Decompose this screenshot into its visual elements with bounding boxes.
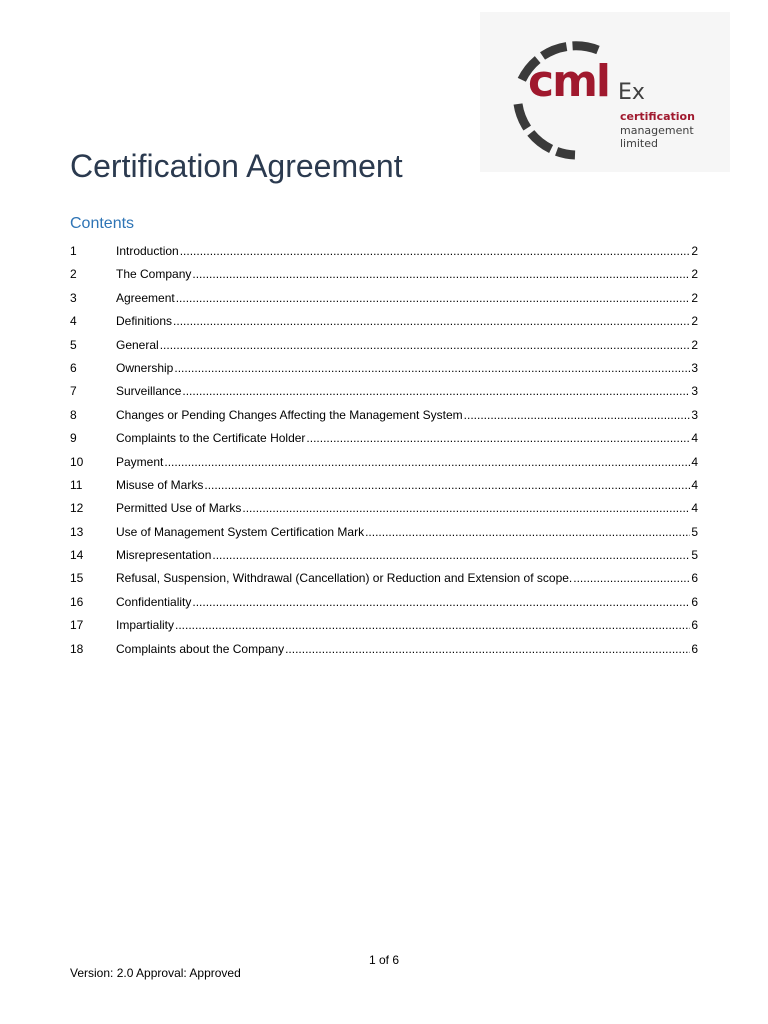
toc-entry-title[interactable]: Agreement (116, 290, 175, 305)
toc-dot-leader (192, 263, 690, 286)
toc-entry-number: 9 (70, 431, 77, 446)
toc-dot-leader (464, 404, 691, 427)
toc-entry[interactable] (70, 451, 698, 474)
toc-entry[interactable] (70, 287, 698, 310)
toc-entry[interactable] (70, 497, 698, 520)
toc-entry-number: 8 (70, 407, 77, 422)
toc-dot-leader (164, 451, 690, 474)
toc-dot-leader (182, 380, 690, 403)
toc-entry[interactable] (70, 404, 698, 427)
toc-entry-title[interactable]: Surveillance (116, 384, 182, 399)
toc-dot-leader (173, 310, 690, 333)
toc-entry-page[interactable]: 2 (691, 267, 698, 282)
toc-dot-leader (175, 614, 690, 637)
toc-entry-number: 14 (70, 548, 84, 563)
toc-entry-number: 10 (70, 454, 84, 469)
toc-entry-number: 12 (70, 501, 84, 516)
toc-entry-number: 16 (70, 594, 84, 609)
toc-entry-page[interactable]: 3 (691, 384, 698, 399)
toc-entry-page[interactable]: 6 (691, 594, 698, 609)
toc-entry[interactable] (70, 567, 698, 590)
toc-entry[interactable] (70, 310, 698, 333)
toc-entry[interactable] (70, 427, 698, 450)
toc-entry-title[interactable]: Use of Management System Certification Mark (116, 524, 365, 539)
toc-entry-page[interactable]: 6 (691, 571, 698, 586)
toc-entry-number: 18 (70, 641, 84, 656)
toc-entry-number: 1 (70, 244, 77, 258)
toc-entry[interactable] (70, 614, 698, 637)
version-line: Version: 2.0 Approval: Approved (70, 966, 241, 980)
toc-entry-page[interactable]: 5 (691, 548, 698, 563)
toc-dot-leader (192, 591, 690, 614)
toc-entry-title[interactable]: Definitions (116, 314, 173, 329)
toc-entry-title[interactable]: Payment (116, 454, 164, 469)
toc-dot-leader (160, 334, 691, 357)
toc-entry-page[interactable]: 4 (691, 454, 698, 469)
toc-entry-title[interactable]: Refusal, Suspension, Withdrawal (Cancellation) or Reduction and Extension of scope. (116, 571, 573, 586)
logo-line-1: certification (620, 110, 695, 123)
toc-dot-leader (180, 240, 691, 263)
toc-entry-number: 7 (70, 384, 77, 399)
toc-entry[interactable] (70, 357, 698, 380)
company-logo (480, 12, 730, 172)
document-title: Certification Agreement (70, 148, 403, 184)
toc-dot-leader (573, 567, 690, 590)
logo-line-2: management (620, 124, 694, 137)
toc-entry-page[interactable]: 4 (691, 477, 698, 492)
toc-entry[interactable] (70, 544, 698, 567)
toc-entry-number: 15 (70, 571, 84, 586)
toc-entry-page[interactable]: 4 (691, 501, 698, 516)
toc-entry[interactable] (70, 591, 698, 614)
toc-entry-page[interactable]: 3 (691, 360, 698, 375)
contents-heading: Contents (70, 215, 135, 232)
toc-entry-page[interactable]: 4 (691, 431, 698, 446)
toc-entry-page[interactable]: 2 (691, 290, 698, 305)
toc-entry-number: 6 (70, 360, 77, 375)
toc-entry-page[interactable]: 2 (691, 314, 698, 329)
toc-entry[interactable] (70, 334, 698, 357)
toc-entry-title[interactable]: Complaints to the Certificate Holder (116, 431, 306, 446)
toc-entry-title[interactable]: Ownership (116, 360, 174, 375)
toc-entry-page[interactable]: 5 (691, 524, 698, 539)
toc-entry-number: 3 (70, 290, 77, 305)
toc-entry[interactable] (70, 474, 698, 497)
toc-dot-leader (306, 427, 690, 450)
toc-entry-page[interactable]: 3 (691, 407, 698, 422)
toc-entry-page[interactable]: 2 (691, 244, 698, 258)
toc-entry[interactable] (70, 240, 698, 263)
toc-entry[interactable] (70, 521, 698, 544)
toc-entry-number: 5 (70, 337, 77, 352)
toc-entry-page[interactable]: 6 (691, 641, 698, 656)
toc-dot-leader (204, 474, 690, 497)
toc-entry-number: 2 (70, 267, 77, 282)
table-of-contents (70, 240, 698, 661)
toc-entry-title[interactable]: Complaints about the Company (116, 641, 285, 656)
toc-entry-number: 11 (70, 477, 83, 492)
toc-entry[interactable] (70, 380, 698, 403)
logo-brand: cml (528, 56, 610, 107)
logo-line-3: limited (620, 137, 658, 150)
toc-entry-title[interactable]: Misrepresentation (116, 548, 212, 563)
toc-entry-title[interactable]: General (116, 337, 159, 352)
toc-entry-number: 4 (70, 314, 77, 329)
toc-dot-leader (285, 638, 690, 661)
toc-entry-title[interactable]: The Company (116, 267, 192, 282)
toc-entry-title[interactable]: Confidentiality (116, 594, 192, 609)
toc-dot-leader (242, 497, 690, 520)
toc-dot-leader (212, 544, 690, 567)
toc-entry-title[interactable]: Changes or Pending Changes Affecting the Management System (116, 407, 463, 422)
toc-dot-leader (174, 357, 690, 380)
logo-suffix: Ex (618, 80, 645, 105)
toc-dot-leader (365, 521, 690, 544)
toc-entry-number: 13 (70, 524, 84, 539)
toc-entry[interactable] (70, 638, 698, 661)
toc-entry-title[interactable]: Permitted Use of Marks (116, 501, 242, 516)
page-indicator: 1 of 6 (368, 953, 400, 967)
toc-entry-title[interactable]: Misuse of Marks (116, 477, 204, 492)
toc-entry-title[interactable]: Introduction (116, 244, 179, 258)
toc-entry-title[interactable]: Impartiality (116, 618, 175, 633)
toc-dot-leader (176, 287, 691, 310)
toc-entry-page[interactable]: 6 (691, 618, 698, 633)
toc-entry-number: 17 (70, 618, 84, 633)
toc-entry[interactable] (70, 263, 698, 286)
toc-entry-page[interactable]: 2 (691, 337, 698, 352)
